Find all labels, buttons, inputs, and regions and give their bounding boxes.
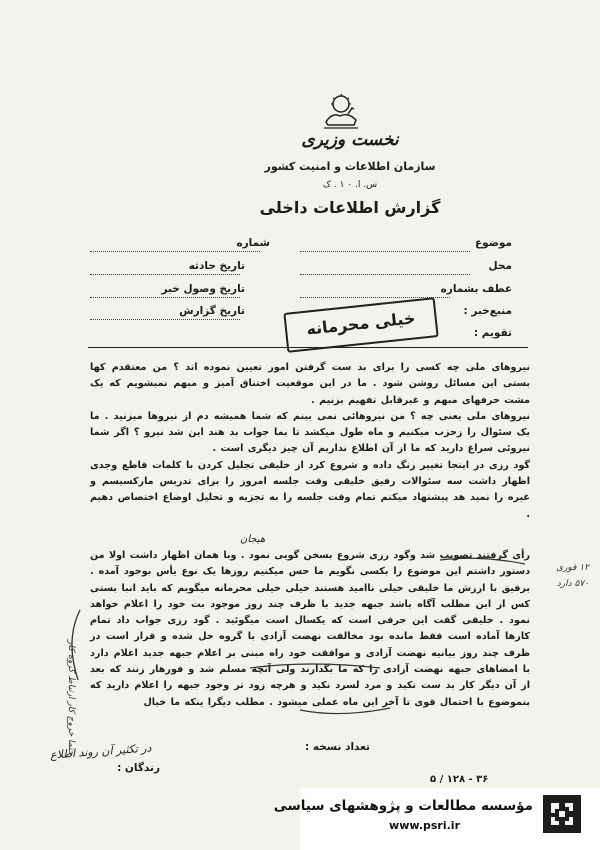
header-divider bbox=[88, 347, 528, 348]
paragraph-1: نیروهای ملی چه کسی را برای بد ست گرفتن امور تعیین نموده اند ؟ من معتقدم کها بستی این مسائل روشن شود . ما در این موقعیت اختناق آمیز و مبهم نمیشویم که یک مشت حرفهای مبهم و غیرقابل تفهیم بزنیم . bbox=[90, 362, 530, 406]
ministry-name: نخست وزیری bbox=[301, 130, 399, 150]
paragraph-2: نیروهای ملی یعنی چه ؟ من نیروهائی نمی بینم که شما همیشه دم از نیروها میزنید . ما یک سئوال را زحزب میکنیم و ماه طول میکشد تا بما جواب بد هند این شد نیرو ؟ اگر شما نیروئی سراغ دارید که ما از آن اطلاع نداریم آن چیز دیگری است . bbox=[90, 410, 530, 455]
field-source: منبع‌خبر : bbox=[463, 305, 512, 317]
lion-and-sun-emblem-icon bbox=[318, 92, 364, 132]
right-margin-note: ۱۲ فوری ۵۷۰ دارد bbox=[556, 563, 589, 589]
left-margin-note: حتما خروج کار ارتباط گروه کار bbox=[66, 640, 76, 756]
organization-name: سازمان اطلاعات و امنیت کشور bbox=[264, 160, 436, 173]
paragraph-4: رأی گرفتند تصویب شد وگود رزی شروع بسخن گویی نمود . وبا همان اظهار داشت اولا من دستور داشتم این موضوع را بکسی نگویم ما حس میکنیم روزها یک نوع یأس بوجود آمده . برفیق با ارزش ما خلیقی خیلی ناامید هستند خیلی خیلی محرمانه میگویم که باید انبا بستی کس از این مطلب آگاه باشد جبهه جدید با ظرف چند روز موجود بت خود را اعلام خواهد نمود . خلیقی گفت این حرفی است که یکسال است میگوئید . گود رزی جواب داد تمام کارها آماده است فقط مانده بود مخالفت نهضت آزادی با گروه حل شده و قرار است در ظرف چند روز بیانیه نهضت آزادی و موافقت خود راه مبنی بر اعلام جبهه جدید اعلام دارد با امضاهای جبهه نهضت آزادی را که ما بگذارند ولی آنچه مسلم شد و فورهار زنند که بعد از آن دیگر کار بد ست نکید و مرد لسرد نکید و هرچه زود تر وجود جبهه را اعلام دارید که بنموضوع با احتمال قوی تا آخر این ماه عملی میشود . مطلب دیگرا ینکه ما خیال bbox=[90, 550, 530, 708]
handwritten-heading: هیجان bbox=[240, 534, 266, 545]
form-code: س. ا. ۰ ۱ . ک bbox=[322, 180, 378, 190]
report-body-1 bbox=[90, 360, 530, 523]
report-title: گزارش اطلاعات داخلی bbox=[259, 198, 441, 217]
institute-name: مؤسسه مطالعات و پژوهشهای سیاسی bbox=[273, 798, 533, 814]
subject-line bbox=[300, 250, 470, 252]
receipt-date-line bbox=[90, 296, 240, 298]
place-line bbox=[300, 273, 470, 275]
incident-date-line bbox=[90, 273, 240, 275]
psri-logo-icon bbox=[543, 795, 581, 833]
handwritten-signature: در تکثیر آن روند اطلاع bbox=[49, 741, 152, 762]
number-line bbox=[90, 250, 260, 252]
field-evaluation: تقویم : bbox=[473, 327, 512, 339]
paragraph-3: گود رزی در اینجا تغییر رنگ داده و شروع کرد از خلیقی تجلیل کردن با کلمات قاطع وجدی اظهار داشت سه سئوالات رفیق خلیقی وقت جلسه امروز را برای تدریس مارکسیسم و غیره را نمید هد پیشنهاد میکنم تمام وقت جلسه را به تجزیه و تحلیل اوضاع اختصاص دهیم . bbox=[90, 459, 530, 520]
report-date-line bbox=[90, 318, 240, 320]
annotation-strokes bbox=[60, 550, 540, 730]
classification-stamp: خیلی محرمانه bbox=[283, 297, 438, 353]
field-number: شماره bbox=[236, 237, 270, 249]
form-number: ۳۶ - ۱۲۸ / ۵ bbox=[430, 774, 489, 785]
field-receipt-date: تاریخ وصول خبر bbox=[161, 283, 245, 295]
field-reference: عطف بشماره bbox=[440, 283, 512, 295]
field-report-date: تاریخ گزارش bbox=[179, 305, 245, 317]
field-subject: موضوع bbox=[475, 237, 512, 249]
field-incident-date: تاریخ حادثه bbox=[188, 260, 245, 272]
institute-url[interactable]: www.psri.ir bbox=[389, 819, 460, 832]
recipients-label: رندگان : bbox=[117, 762, 160, 774]
copies-count-label: تعداد نسخه : bbox=[305, 741, 370, 753]
field-place: محل bbox=[488, 260, 512, 272]
